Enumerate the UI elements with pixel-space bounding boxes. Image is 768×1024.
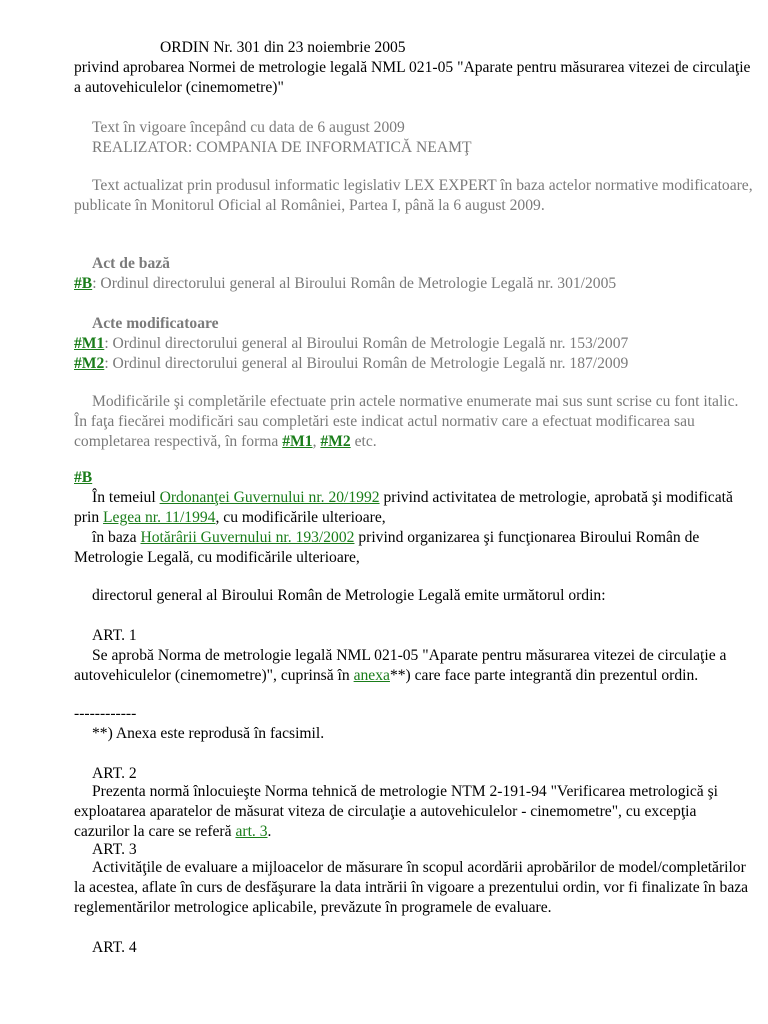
- baza-text-1: în baza: [92, 529, 141, 546]
- art1-text-2: **) care face parte integrantă din prezentul ordin.: [389, 667, 699, 684]
- art2-paragraph: [74, 782, 754, 842]
- art1-paragraph: [74, 646, 754, 686]
- baza-text-2: privind organizarea şi funcţionarea Biroului Român de Metrologie Legală, cu modificările ulterioare,: [74, 529, 700, 566]
- order-subtitle: privind aprobarea Normei de metrologie legală NML 021-05 "Aparate pentru măsurarea vitezei de circulaţie a autovehiculelor (cinemometre)": [74, 59, 751, 96]
- modificari-paragraph: [74, 392, 754, 452]
- act-baza-line: [74, 274, 754, 294]
- art3-link[interactable]: art. 3: [235, 823, 268, 840]
- acte-modificatoare-heading: Acte modificatoare: [92, 315, 219, 332]
- anexa-link[interactable]: anexa: [353, 667, 390, 684]
- art1-text-1: Se aprobă Norma de metrologie legală NML 021-05 "Aparate pentru măsurarea vitezei de circulaţie a autovehiculelor (cinemometre)", cuprinsă în: [74, 647, 727, 684]
- dashes-separator: ------------: [74, 705, 137, 722]
- modificari-text: Modificările şi completările efectuate prin actele normative enumerate mai sus sunt scrise cu font italic. În faţa fiecărei modificări sau completări este indicat actul normativ care a efectuat modificarea sau completarea respectivă, în forma: [74, 393, 739, 450]
- art2-text-2: .: [267, 823, 272, 840]
- footnote-text: **) Anexa este reprodusă în facsimil.: [92, 725, 325, 742]
- ordonanta-link[interactable]: Ordonanţei Guvernului nr. 20/1992: [159, 489, 380, 506]
- art1-title: ART. 1: [92, 627, 137, 644]
- modificari-sep: ,: [312, 433, 321, 450]
- modificari-m1-link[interactable]: #M1: [282, 433, 313, 450]
- art2-text-1: Prezenta normă înlocuieşte Norma tehnică de metrologie NTM 2-191-94 "Verificarea metrologică şi exploatarea aparatelor de măsurat viteza de circulaţie a autovehiculelor - cinemometre", cu excepţia cazurilor la care se referă: [74, 783, 718, 840]
- b-tag-line: [74, 468, 754, 488]
- vigoare-text: Text în vigoare începând cu data de 6 august 2009: [92, 119, 405, 136]
- baza-paragraph: [74, 528, 754, 568]
- modificari-end: etc.: [350, 433, 377, 450]
- art3-title: ART. 3: [92, 841, 137, 858]
- tag-m1-link[interactable]: #M1: [74, 335, 105, 352]
- temei-text-2: privind activitatea de metrologie, aprobată şi modificată prin: [74, 489, 733, 526]
- act-m2-line: [74, 354, 754, 374]
- hotarare-link[interactable]: Hotărârii Guvernului nr. 193/2002: [140, 529, 355, 546]
- legea-link[interactable]: Legea nr. 11/1994: [103, 509, 216, 526]
- art4-title: ART. 4: [92, 939, 137, 956]
- act-m2-text: : Ordinul directorului general al Biroului Român de Metrologie Legală nr. 187/2009: [104, 355, 629, 372]
- modificari-m2-link[interactable]: #M2: [320, 433, 351, 450]
- temei-paragraph: [74, 488, 754, 528]
- title-line: [74, 38, 754, 58]
- art2-title: ART. 2: [92, 765, 137, 782]
- actualizat-text: Text actualizat prin produsul informatic legislativ LEX EXPERT în baza actelor normative modificatoare, publicate în Monitorul Oficial al României, Partea I, până la 6 august 2009.: [74, 177, 753, 214]
- temei-text-3: , cu modificările ulterioare,: [215, 509, 386, 526]
- realizator-text: REALIZATOR: COMPANIA DE INFORMATICĂ NEAMŢ: [92, 139, 472, 156]
- art3-paragraph: Activităţile de evaluare a mijloacelor de măsurare în scopul acordării aprobărilor de model/completărilor la acestea, aflate în curs de desfăşurare la data intrării în vigoare a prezentului ordin, vor fi finalizate în baza reglementărilor metrologice aplicabile, prevăzute în programele de evaluare.: [74, 859, 749, 916]
- body-b-link[interactable]: #B: [74, 469, 93, 486]
- act-baza-text: : Ordinul directorului general al Biroului Român de Metrologie Legală nr. 301/2005: [92, 275, 617, 292]
- director-line: directorul general al Biroului Român de Metrologie Legală emite următorul ordin:: [92, 587, 606, 604]
- act-m1-line: [74, 334, 754, 354]
- act-baza-heading: Act de bază: [92, 255, 170, 272]
- tag-m2-link[interactable]: #M2: [74, 355, 105, 372]
- act-m1-text: : Ordinul directorului general al Biroului Român de Metrologie Legală nr. 153/2007: [104, 335, 629, 352]
- temei-text-1: În temeiul: [92, 489, 160, 506]
- tag-b-link[interactable]: #B: [74, 275, 93, 292]
- order-title: ORDIN Nr. 301 din 23 noiembrie 2005: [160, 39, 406, 56]
